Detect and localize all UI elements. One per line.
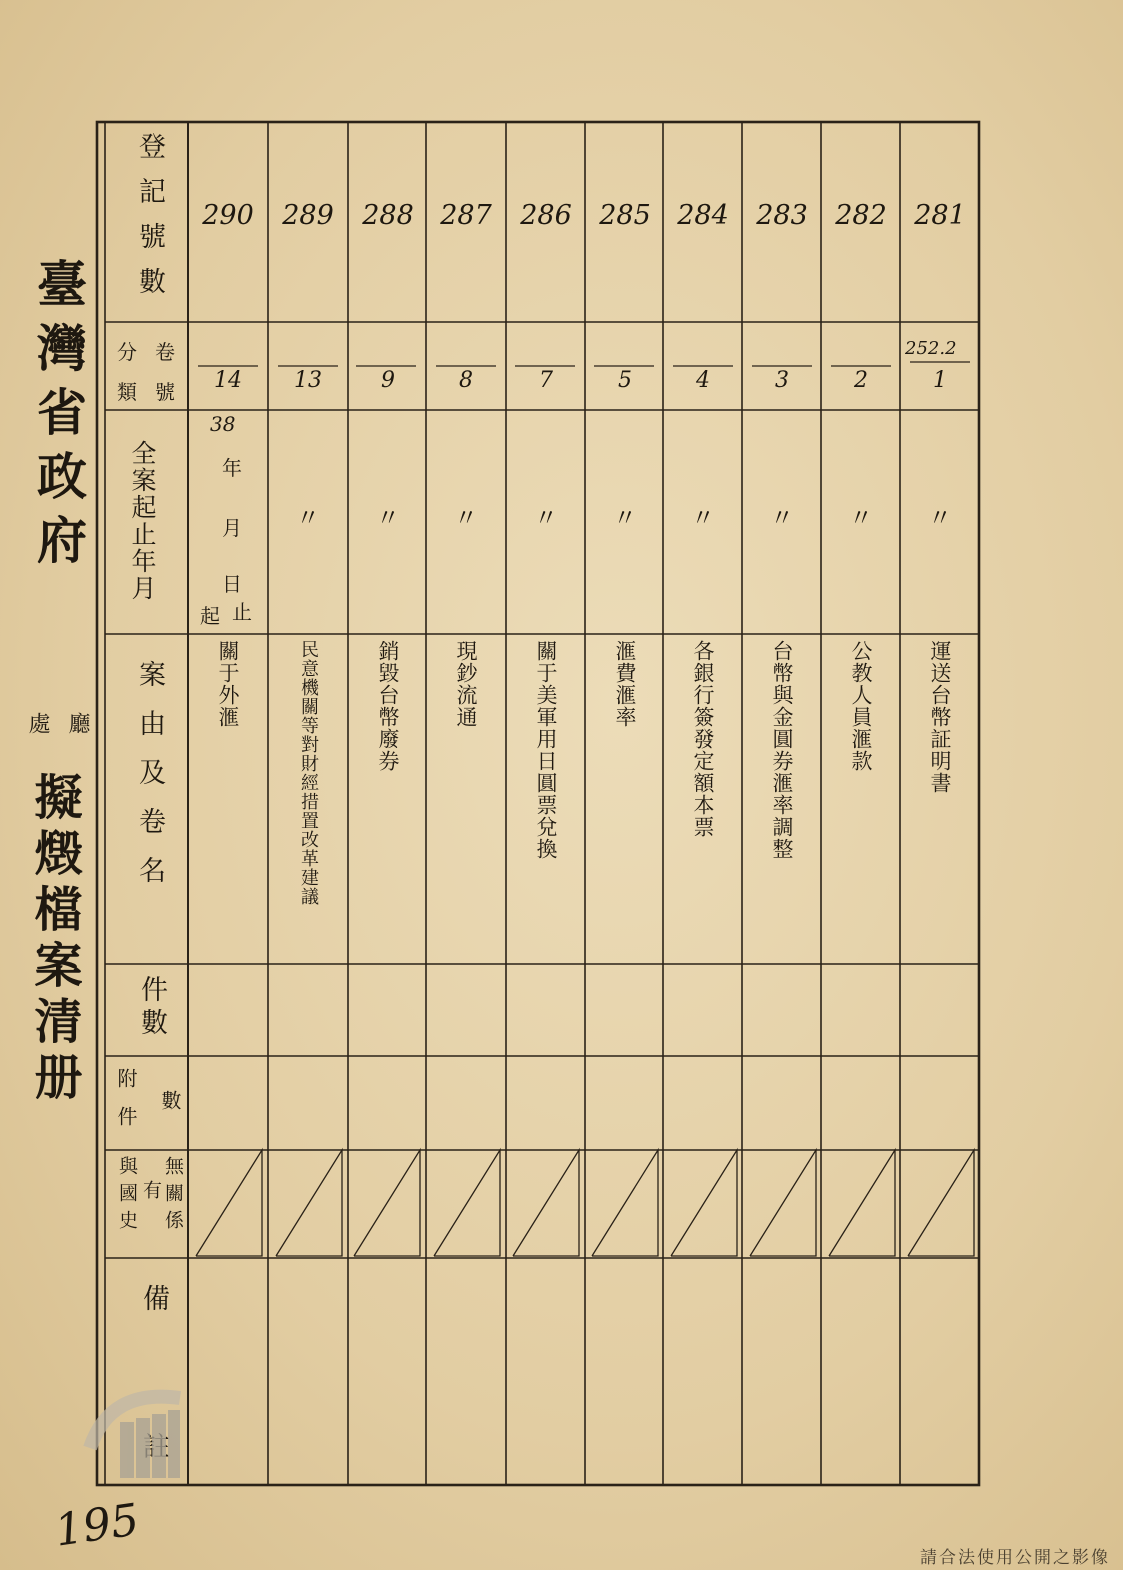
ditto-mark: 〃 [454,504,478,532]
volume-class-code: 252.2 [905,338,957,359]
department-label-bottom: 處 [25,712,50,742]
reg-number-282: 282 [835,200,887,231]
label-registration-number: 登記號數 [134,132,165,312]
label-volume-class-a: 分 [117,340,137,364]
volume-number: 14 [214,368,242,393]
date-month-label: 月 [222,516,242,540]
reg-number-288: 288 [362,200,414,231]
reg-number-284: 284 [677,200,729,231]
ditto-mark: 〃 [928,504,952,532]
reg-number-290: 290 [202,200,254,231]
label-volume-class-b: 類 [117,380,137,404]
label-relation-history: 與國史 [116,1156,138,1237]
ditto-mark: 〃 [376,504,400,532]
reg-number-281: 281 [914,200,966,231]
subject-text: 運送台幣証明書 [928,640,952,794]
subject-text: 民意機關等對財經措置改革建議 [298,640,319,906]
date-year-value: 38 [210,412,236,436]
date-start-label: 起 [200,604,220,628]
label-attachment-count: 數 [158,1090,182,1110]
volume-number: 13 [294,368,322,393]
label-relation-none: 無關係 [162,1156,184,1237]
label-remarks-top: 備 [138,1284,169,1311]
label-volume-number-a: 卷 [155,340,175,364]
volume-number: 3 [775,368,789,393]
page-number: 195 [51,1494,143,1557]
ditto-mark: 〃 [770,504,794,532]
date-end-label: 止 [232,600,252,624]
date-year-label: 年 [222,456,242,480]
label-relation-has: 有 [140,1180,162,1199]
reg-number-283: 283 [756,200,808,231]
label-volume-number-b: 號 [155,380,175,404]
ditto-mark: 〃 [296,504,320,532]
label-subject-and-title: 案由及卷名 [134,660,165,905]
volume-number: 8 [459,368,473,393]
label-date-range: 全案起止年月 [128,440,157,602]
date-range-first [188,412,264,634]
label-item-count: 件數 [136,975,167,1041]
department-label-top: 廳 [65,712,90,742]
volume-number: 7 [539,368,553,393]
subject-text: 各銀行簽發定額本票 [691,640,715,838]
reg-number-286: 286 [520,200,572,231]
subject-text: 公教人員滙款 [849,640,873,772]
reg-number-289: 289 [282,200,334,231]
subject-text: 台幣與金圓券滙率調整 [770,640,794,860]
subject-text: 關于外滙 [216,640,240,728]
document-name: 擬燬檔案清册 [26,772,82,1108]
volume-number: 5 [618,368,632,393]
volume-number: 4 [696,368,710,393]
label-attachment: 附件 [114,1068,138,1144]
volume-number: 9 [381,368,395,393]
reg-number-287: 287 [440,200,492,231]
subject-text: 銷毀台幣廢券 [376,640,400,772]
volume-number: 1 [933,368,947,393]
subject-text: 現鈔流通 [454,640,478,728]
date-day-label: 日 [222,572,242,596]
ditto-mark: 〃 [534,504,558,532]
office-title: 臺灣省政府 [29,258,88,578]
ditto-mark: 〃 [849,504,873,532]
ditto-mark: 〃 [613,504,637,532]
volume-number: 2 [854,368,868,393]
subject-text: 滙費滙率 [613,640,637,728]
ditto-mark: 〃 [691,504,715,532]
reg-number-285: 285 [599,200,651,231]
subject-text: 關于美軍用日圓票兌換 [534,640,558,860]
archive-logo-icon [80,1378,190,1488]
usage-notice: 請合法使用公開之影像 [920,1548,1110,1568]
